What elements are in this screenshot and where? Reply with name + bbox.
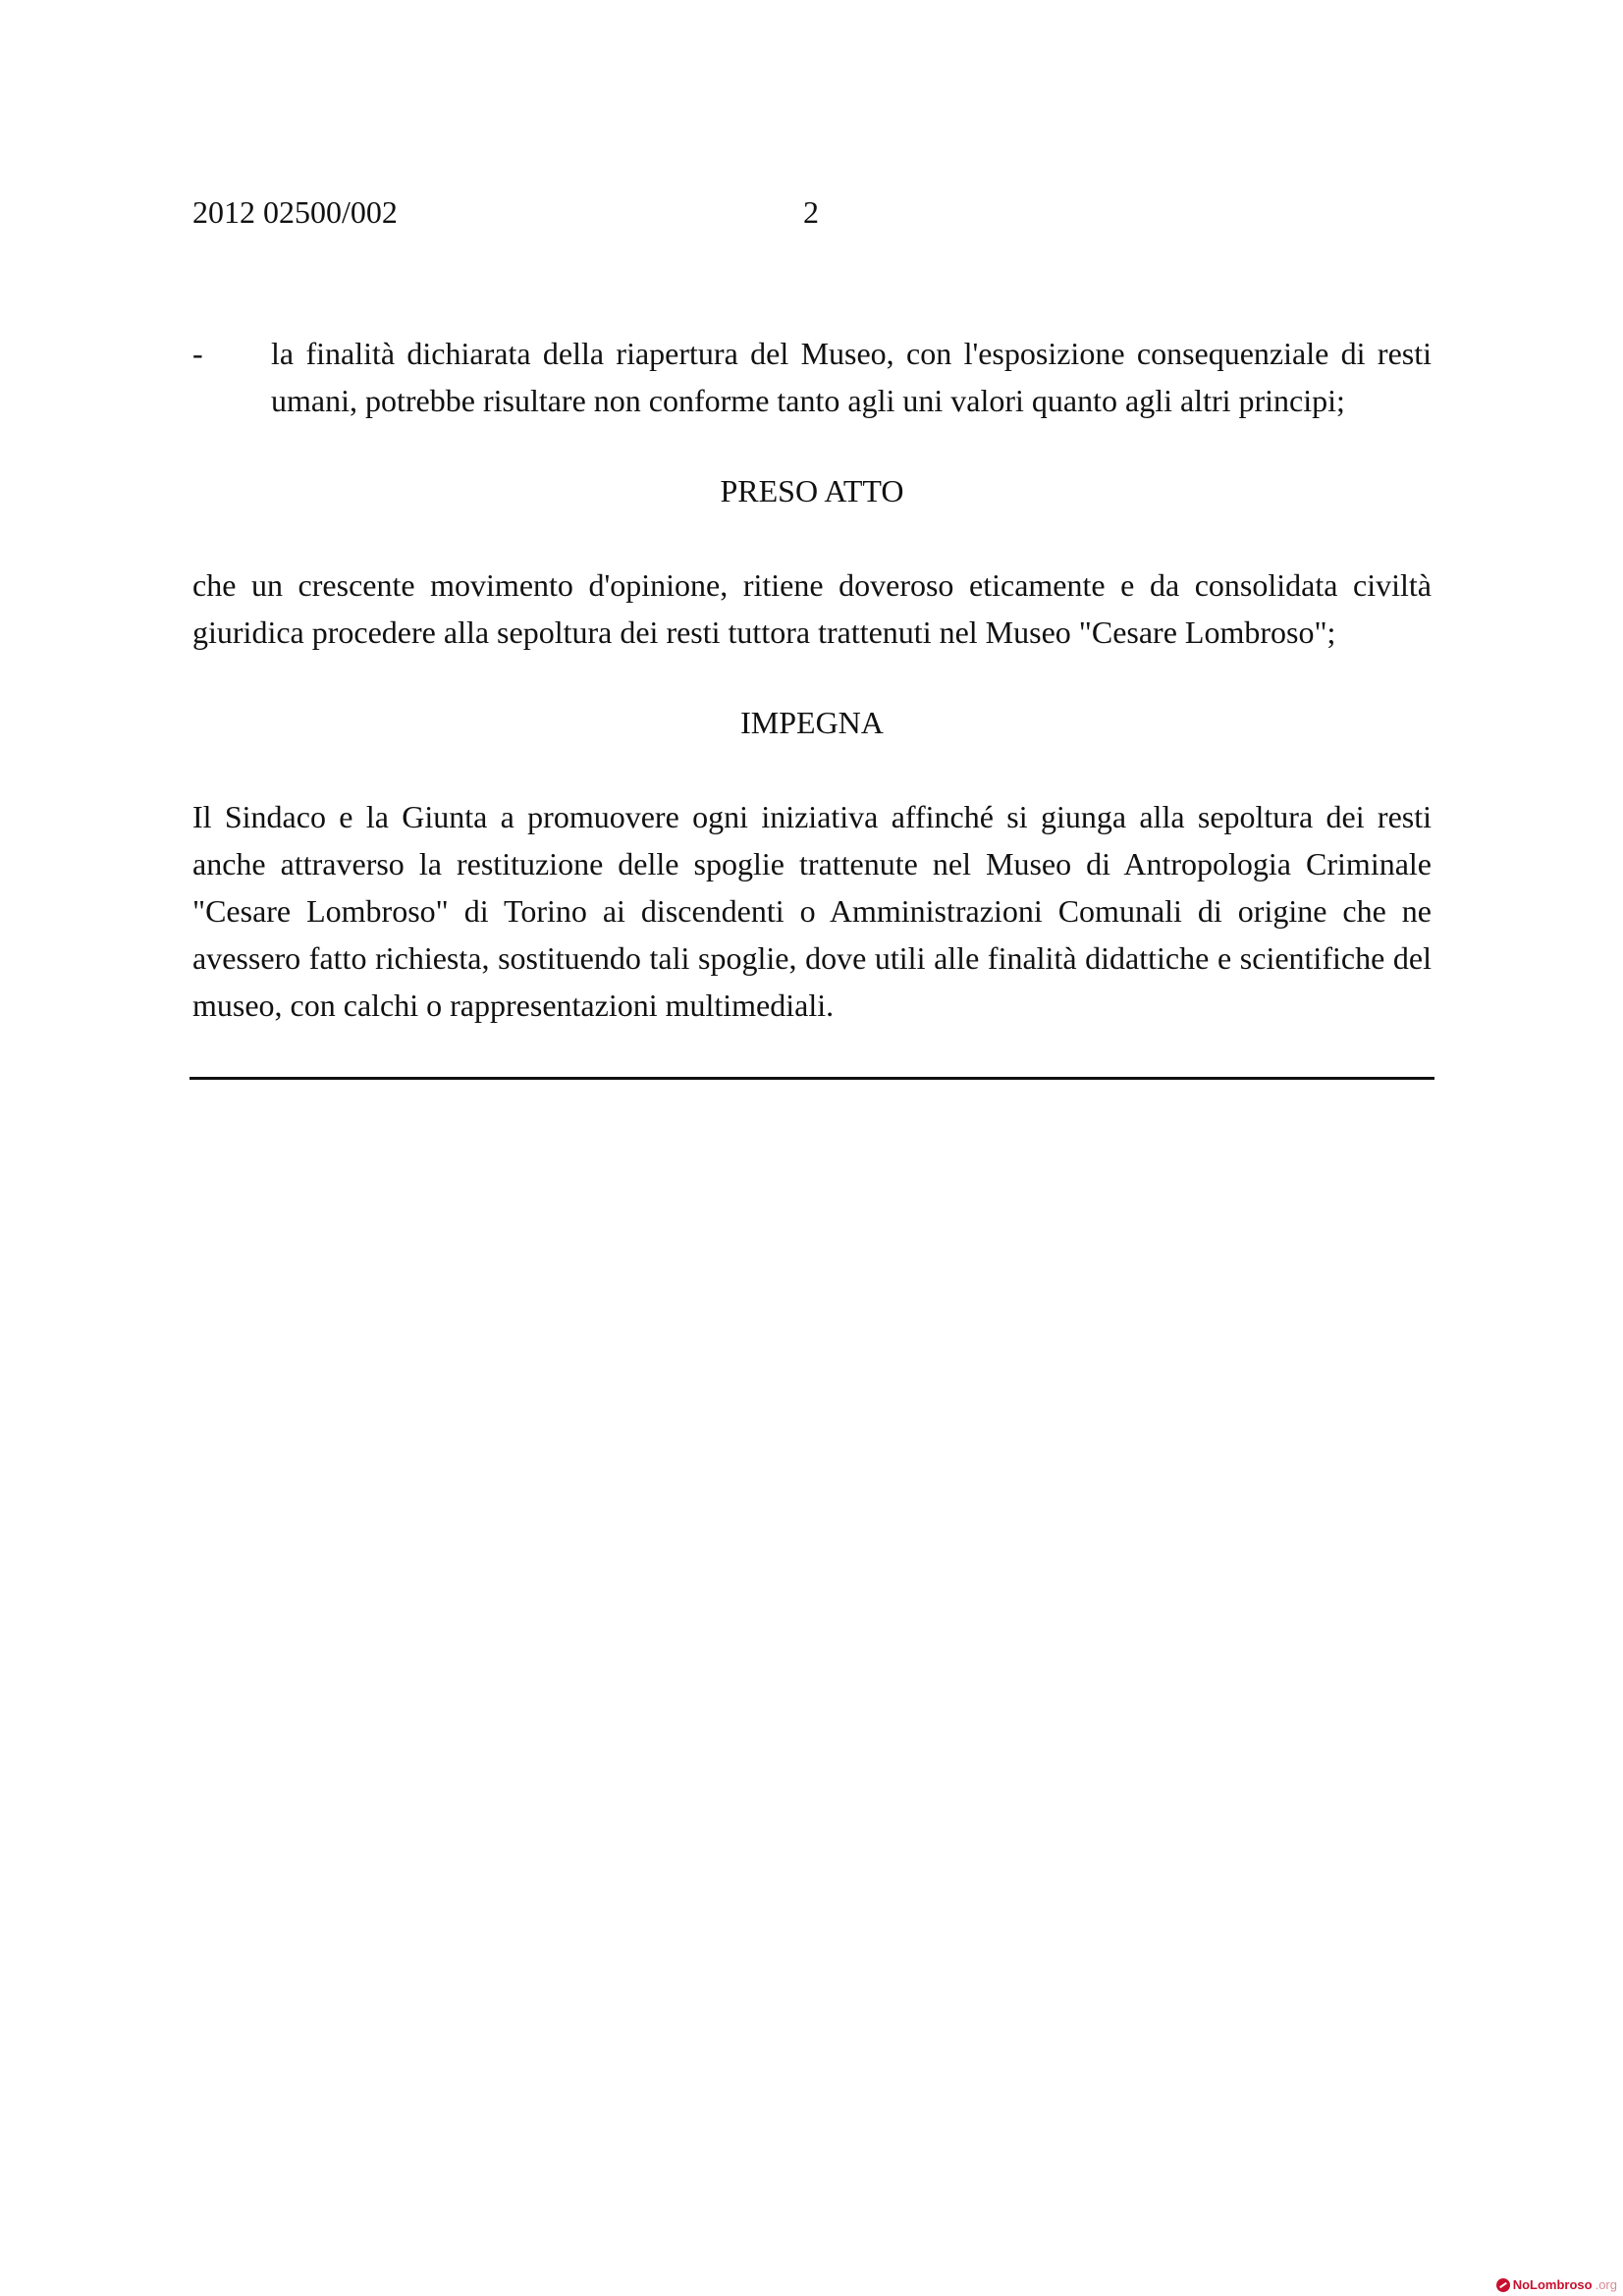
bullet-text: la finalità dichiarata della riapertura del Museo, con l'esposizione consequenziale di resti umani, potrebbe risultare non conforme tanto agli uni valori quanto agli altri principi; bbox=[271, 336, 1432, 418]
section-heading-preso-atto: PRESO ATTO bbox=[720, 473, 904, 508]
page-number: 2 bbox=[803, 194, 819, 230]
horizontal-rule bbox=[189, 1077, 1434, 1080]
watermark bbox=[1496, 2277, 1617, 2292]
watermark-name: NoLombroso bbox=[1512, 2277, 1593, 2292]
watermark-suffix: .org bbox=[1595, 2277, 1617, 2292]
section-heading-impegna: IMPEGNA bbox=[740, 705, 884, 740]
document-number: 2012 02500/002 bbox=[192, 194, 398, 230]
section-paragraph-impegna: Il Sindaco e la Giunta a promuovere ogni iniziativa affinché si giunga alla sepoltura dei resti anche attraverso la restituzione delle spoglie trattenute nel Museo di Antropologia Criminale "Cesare Lombroso" di Torino ai discendenti o Amministrazioni Comunali di origine che ne avessero fatto richiesta, sostituendo tali spoglie, dove utili alle finalità didattiche e scientifiche del museo, con calchi o rappresentazioni multimediali. bbox=[192, 799, 1432, 1023]
bullet-marker: - bbox=[192, 336, 203, 371]
watermark-logo-icon bbox=[1496, 2278, 1510, 2292]
section-paragraph-preso-atto: che un crescente movimento d'opinione, ritiene doveroso eticamente e da consolidata civiltà giuridica procedere alla sepoltura dei resti tuttora trattenuti nel Museo "Cesare Lombroso"; bbox=[192, 567, 1432, 650]
